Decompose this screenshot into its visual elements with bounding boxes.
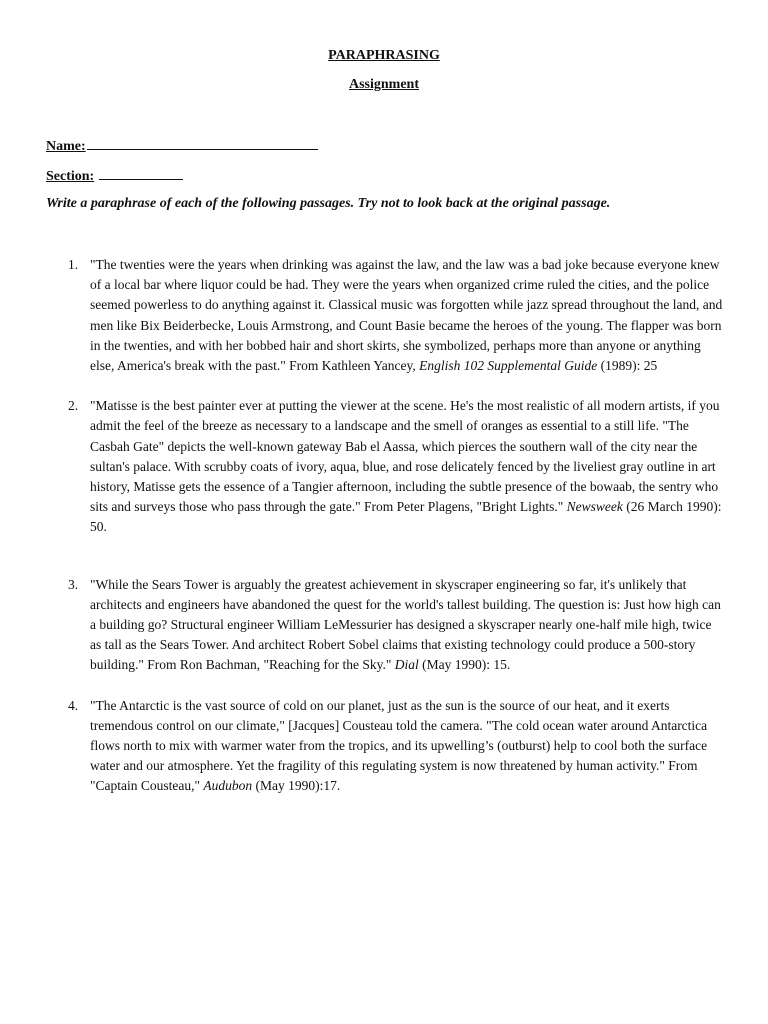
name-blank-line bbox=[87, 136, 318, 150]
passage-number: 4. bbox=[68, 697, 79, 713]
passage-list bbox=[0, 255, 768, 817]
name-field-row bbox=[46, 136, 318, 155]
passage-source-title: Audubon bbox=[203, 778, 253, 794]
passage-text bbox=[90, 255, 726, 376]
document-subtitle: Assignment bbox=[348, 77, 419, 92]
passage-source-title: English 102 Supplemental Guide bbox=[419, 358, 598, 374]
passage-item bbox=[0, 255, 768, 376]
passage-item bbox=[0, 575, 768, 676]
passage-body: "While the Sears Tower is arguably the greatest achievement in skyscraper engineering so far, it's unlikely that architects and engineers have abandoned the quest for the world's tallest building. The question is: Just how high can a building go? Structural engineer William LeMessurier has designed a skyscraper nearly one-half mile high, twice as tall as the Sears Tower. And architect Robert Sobel claims that existing technology could produce a 500-story building." From Ron Bachman, "Reaching for the Sky." bbox=[90, 576, 721, 673]
passage-text bbox=[90, 696, 726, 797]
passage-number: 3. bbox=[68, 576, 79, 592]
passage-number: 2. bbox=[68, 398, 79, 414]
passage-item bbox=[0, 396, 768, 537]
passage-source-detail: (1989): 25 bbox=[597, 358, 658, 374]
passage-source-detail: (26 March 1990): 50. bbox=[90, 499, 722, 535]
section-label: Section: bbox=[46, 169, 95, 184]
passage-source-detail: (May 1990):17. bbox=[252, 778, 341, 794]
passage-text bbox=[90, 575, 726, 676]
name-label: Name: bbox=[46, 139, 86, 154]
passage-item bbox=[0, 696, 768, 797]
passage-body: "The Antarctic is the vast source of cold on our planet, just as the sun is the source of our heat, and it exerts tremendous control on our climate," [Jacques] Cousteau told the camera. "The cold ocean water around Antarctica flows north to mix with warmer water from the tropics, and its upwelling’s (outburst) help to cool both the surface water and our atmosphere. Yet the fragility of this regulating system is now threatened by human activity." From "Captain Cousteau," bbox=[90, 697, 708, 794]
passage-number: 1. bbox=[68, 257, 79, 272]
passage-body: "Matisse is the best painter ever at putting the viewer at the scene. He's the most realistic of all modern artists, if you admit the feel of the breeze as necessary to a landscape and the smell of oranges as essential to a still life. "The Casbah Gate" depicts the well-known gateway Bab el Aassa, which pierces the southern wall of the city near the sultan's palace. With scrubby coats of ivory, aqua, blue, and rose delicately fenced by the liveliest gray outline in art history, Matisse gets the essence of a Tangier afternoon, including the subtle presence of the bowaab, the sentry who sits and surveys those who pass through the gate." From Peter Plagens, "Bright Lights." bbox=[90, 398, 720, 515]
passage-source-title: Newsweek bbox=[566, 499, 623, 515]
passage-source-title: Dial bbox=[394, 657, 419, 673]
section-field-row bbox=[46, 166, 183, 185]
instructions: Write a paraphrase of each of the following passages. Try not to look back at the original passage. bbox=[46, 196, 611, 211]
passage-text bbox=[90, 396, 726, 537]
section-blank-line bbox=[99, 166, 183, 180]
passage-body: "The twenties were the years when drinking was against the law, and the law was a bad joke because everyone knew of a local bar where liquor could be had. They were the years when organized crime ruled the cities, and the police seemed powerless to do anything against it. Classical music was forgotten while jazz spread throughout the land, and men like Bix Beiderbecke, Louis Armstrong, and Count Basie became the heroes of the young. The flapper was born in the twenties, and with her bobbed hair and short skirts, she symbolized, perhaps more than anyone or anything else, America's break with the past." From Kathleen Yancey, bbox=[90, 257, 723, 374]
document-title: PARAPHRASING bbox=[328, 48, 440, 63]
passage-source-detail: (May 1990): 15. bbox=[418, 657, 511, 673]
